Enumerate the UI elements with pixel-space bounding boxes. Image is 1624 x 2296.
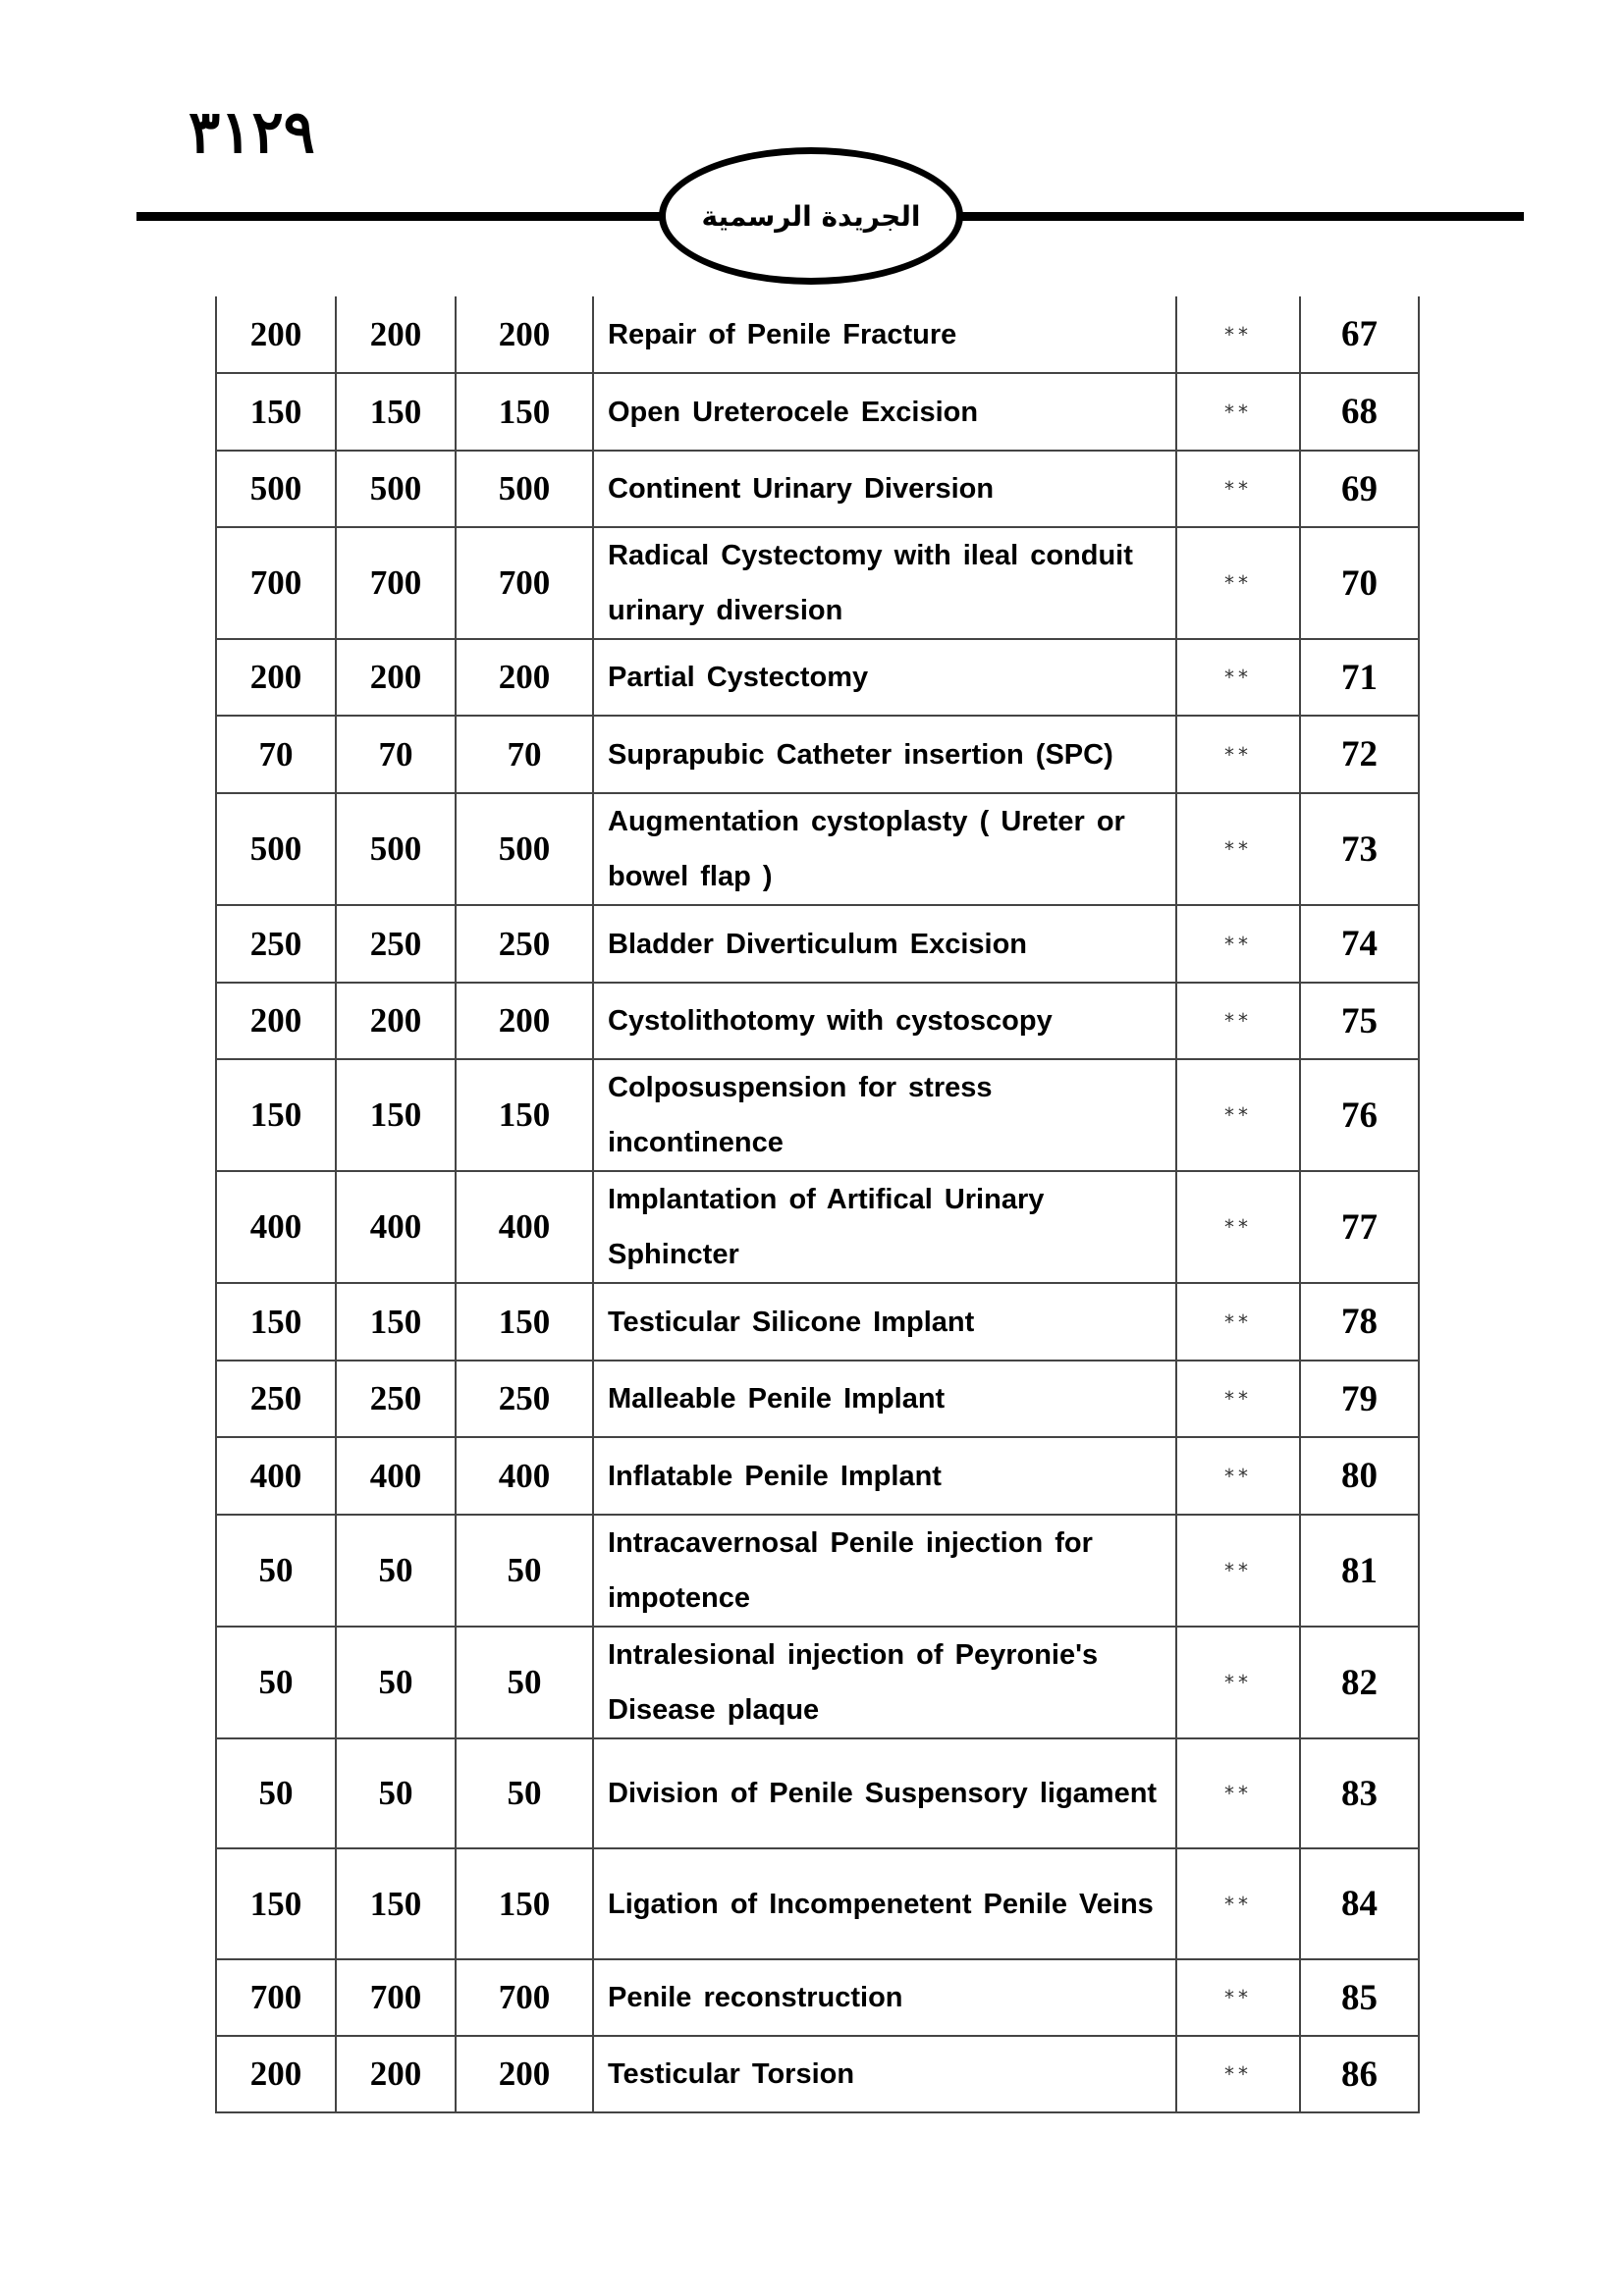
publication-title: الجريدة الرسمية bbox=[701, 199, 921, 233]
item-number-cell: 75 bbox=[1300, 983, 1419, 1059]
item-number-cell: 72 bbox=[1300, 716, 1419, 793]
table-row bbox=[216, 1515, 1419, 1627]
item-number-cell: 70 bbox=[1300, 527, 1419, 639]
fee-cell: 150 bbox=[456, 373, 593, 451]
item-number-cell: 68 bbox=[1300, 373, 1419, 451]
item-number-cell: 86 bbox=[1300, 2036, 1419, 2112]
mark-cell: ** bbox=[1176, 527, 1300, 639]
table-row bbox=[216, 1848, 1419, 1959]
fee-cell: 250 bbox=[456, 1361, 593, 1437]
fee-cell: 500 bbox=[216, 793, 336, 905]
item-number-cell: 82 bbox=[1300, 1627, 1419, 1738]
fee-cell: 50 bbox=[216, 1627, 336, 1738]
fee-cell: 150 bbox=[216, 1848, 336, 1959]
fee-cell: 250 bbox=[456, 905, 593, 983]
mark-cell: ** bbox=[1176, 793, 1300, 905]
fee-cell: 150 bbox=[336, 1059, 456, 1171]
mark-cell: ** bbox=[1176, 2036, 1300, 2112]
fee-cell: 200 bbox=[336, 983, 456, 1059]
fee-cell: 150 bbox=[336, 373, 456, 451]
mark-cell: ** bbox=[1176, 1437, 1300, 1515]
fees-table-body bbox=[216, 296, 1419, 2112]
table-row bbox=[216, 1738, 1419, 1848]
item-number-cell: 81 bbox=[1300, 1515, 1419, 1627]
fee-cell: 400 bbox=[456, 1437, 593, 1515]
table-row bbox=[216, 1283, 1419, 1361]
table-row bbox=[216, 296, 1419, 373]
fee-cell: 70 bbox=[456, 716, 593, 793]
mark-cell: ** bbox=[1176, 1171, 1300, 1283]
procedure-cell: Cystolithotomy with cystoscopy bbox=[593, 983, 1176, 1059]
procedure-cell: Penile reconstruction bbox=[593, 1959, 1176, 2036]
mark-cell: ** bbox=[1176, 1361, 1300, 1437]
mark-cell: ** bbox=[1176, 296, 1300, 373]
mark-cell: ** bbox=[1176, 1515, 1300, 1627]
table-row bbox=[216, 1361, 1419, 1437]
fee-cell: 50 bbox=[336, 1738, 456, 1848]
table-row bbox=[216, 1627, 1419, 1738]
item-number-cell: 80 bbox=[1300, 1437, 1419, 1515]
fee-cell: 250 bbox=[216, 1361, 336, 1437]
fee-cell: 150 bbox=[456, 1283, 593, 1361]
mark-cell: ** bbox=[1176, 716, 1300, 793]
item-number-cell: 78 bbox=[1300, 1283, 1419, 1361]
fee-cell: 70 bbox=[216, 716, 336, 793]
item-number-cell: 79 bbox=[1300, 1361, 1419, 1437]
mark-cell: ** bbox=[1176, 1283, 1300, 1361]
fee-cell: 700 bbox=[216, 527, 336, 639]
fee-cell: 50 bbox=[456, 1515, 593, 1627]
fee-cell: 200 bbox=[336, 296, 456, 373]
fee-cell: 200 bbox=[216, 2036, 336, 2112]
item-number-cell: 67 bbox=[1300, 296, 1419, 373]
fee-cell: 400 bbox=[216, 1437, 336, 1515]
fee-cell: 150 bbox=[216, 373, 336, 451]
procedure-cell: Implantation of Artifical Urinary Sphincter bbox=[593, 1171, 1176, 1283]
fee-cell: 250 bbox=[336, 905, 456, 983]
table-row bbox=[216, 983, 1419, 1059]
fee-cell: 150 bbox=[336, 1283, 456, 1361]
item-number-cell: 84 bbox=[1300, 1848, 1419, 1959]
fee-cell: 200 bbox=[336, 639, 456, 716]
table-row bbox=[216, 373, 1419, 451]
fees-table bbox=[215, 296, 1420, 2113]
fee-cell: 250 bbox=[336, 1361, 456, 1437]
fee-cell: 200 bbox=[456, 2036, 593, 2112]
table-row bbox=[216, 905, 1419, 983]
item-number-cell: 76 bbox=[1300, 1059, 1419, 1171]
fee-cell: 50 bbox=[216, 1515, 336, 1627]
gazette-emblem bbox=[659, 147, 963, 285]
fee-cell: 200 bbox=[456, 983, 593, 1059]
fee-cell: 150 bbox=[216, 1059, 336, 1171]
fee-cell: 50 bbox=[456, 1627, 593, 1738]
procedure-cell: Continent Urinary Diversion bbox=[593, 451, 1176, 527]
fee-cell: 200 bbox=[456, 639, 593, 716]
procedure-cell: Division of Penile Suspensory ligament bbox=[593, 1738, 1176, 1848]
procedure-cell: Suprapubic Catheter insertion (SPC) bbox=[593, 716, 1176, 793]
mark-cell: ** bbox=[1176, 451, 1300, 527]
procedure-cell: Intralesional injection of Peyronie's Disease plaque bbox=[593, 1627, 1176, 1738]
procedure-cell: Colposuspension for stress incontinence bbox=[593, 1059, 1176, 1171]
procedure-cell: Radical Cystectomy with ileal conduit urinary diversion bbox=[593, 527, 1176, 639]
fee-cell: 200 bbox=[216, 639, 336, 716]
fee-cell: 400 bbox=[336, 1437, 456, 1515]
fee-cell: 200 bbox=[456, 296, 593, 373]
fee-cell: 150 bbox=[456, 1848, 593, 1959]
procedure-cell: Open Ureterocele Excision bbox=[593, 373, 1176, 451]
fee-cell: 200 bbox=[216, 296, 336, 373]
item-number-cell: 69 bbox=[1300, 451, 1419, 527]
fee-cell: 400 bbox=[216, 1171, 336, 1283]
fee-cell: 50 bbox=[216, 1738, 336, 1848]
mark-cell: ** bbox=[1176, 1738, 1300, 1848]
fee-cell: 200 bbox=[216, 983, 336, 1059]
procedure-cell: Augmentation cystoplasty ( Ureter or bowel flap ) bbox=[593, 793, 1176, 905]
table-row bbox=[216, 1437, 1419, 1515]
procedure-cell: Partial Cystectomy bbox=[593, 639, 1176, 716]
procedure-cell: Repair of Penile Fracture bbox=[593, 296, 1176, 373]
page-number: ٣١٢٩ bbox=[189, 98, 315, 167]
table-row bbox=[216, 527, 1419, 639]
fee-cell: 150 bbox=[216, 1283, 336, 1361]
procedure-cell: Malleable Penile Implant bbox=[593, 1361, 1176, 1437]
table-row bbox=[216, 639, 1419, 716]
fee-cell: 200 bbox=[336, 2036, 456, 2112]
table-row bbox=[216, 1959, 1419, 2036]
table-row bbox=[216, 1059, 1419, 1171]
fee-cell: 150 bbox=[336, 1848, 456, 1959]
table-row bbox=[216, 1171, 1419, 1283]
fee-cell: 700 bbox=[216, 1959, 336, 2036]
fee-cell: 400 bbox=[456, 1171, 593, 1283]
mark-cell: ** bbox=[1176, 1959, 1300, 2036]
procedure-cell: Ligation of Incompenetent Penile Veins bbox=[593, 1848, 1176, 1959]
fee-cell: 250 bbox=[216, 905, 336, 983]
item-number-cell: 77 bbox=[1300, 1171, 1419, 1283]
item-number-cell: 83 bbox=[1300, 1738, 1419, 1848]
fee-cell: 500 bbox=[336, 451, 456, 527]
mark-cell: ** bbox=[1176, 639, 1300, 716]
mark-cell: ** bbox=[1176, 1848, 1300, 1959]
fee-cell: 700 bbox=[336, 1959, 456, 2036]
table-row bbox=[216, 2036, 1419, 2112]
procedure-cell: Testicular Silicone Implant bbox=[593, 1283, 1176, 1361]
table-row bbox=[216, 451, 1419, 527]
item-number-cell: 74 bbox=[1300, 905, 1419, 983]
procedure-cell: Intracavernosal Penile injection for impotence bbox=[593, 1515, 1176, 1627]
table-row bbox=[216, 793, 1419, 905]
fee-cell: 500 bbox=[456, 793, 593, 905]
fee-cell: 500 bbox=[456, 451, 593, 527]
item-number-cell: 71 bbox=[1300, 639, 1419, 716]
mark-cell: ** bbox=[1176, 1059, 1300, 1171]
table-row bbox=[216, 716, 1419, 793]
fee-cell: 400 bbox=[336, 1171, 456, 1283]
mark-cell: ** bbox=[1176, 373, 1300, 451]
fee-cell: 50 bbox=[336, 1515, 456, 1627]
fee-cell: 700 bbox=[456, 1959, 593, 2036]
fee-cell: 500 bbox=[216, 451, 336, 527]
item-number-cell: 73 bbox=[1300, 793, 1419, 905]
procedure-cell: Testicular Torsion bbox=[593, 2036, 1176, 2112]
mark-cell: ** bbox=[1176, 983, 1300, 1059]
fee-cell: 700 bbox=[336, 527, 456, 639]
mark-cell: ** bbox=[1176, 1627, 1300, 1738]
procedure-cell: Inflatable Penile Implant bbox=[593, 1437, 1176, 1515]
fee-cell: 50 bbox=[456, 1738, 593, 1848]
item-number-cell: 85 bbox=[1300, 1959, 1419, 2036]
mark-cell: ** bbox=[1176, 905, 1300, 983]
fee-cell: 150 bbox=[456, 1059, 593, 1171]
fee-cell: 70 bbox=[336, 716, 456, 793]
procedure-cell: Bladder Diverticulum Excision bbox=[593, 905, 1176, 983]
fee-cell: 50 bbox=[336, 1627, 456, 1738]
fee-cell: 700 bbox=[456, 527, 593, 639]
fee-cell: 500 bbox=[336, 793, 456, 905]
